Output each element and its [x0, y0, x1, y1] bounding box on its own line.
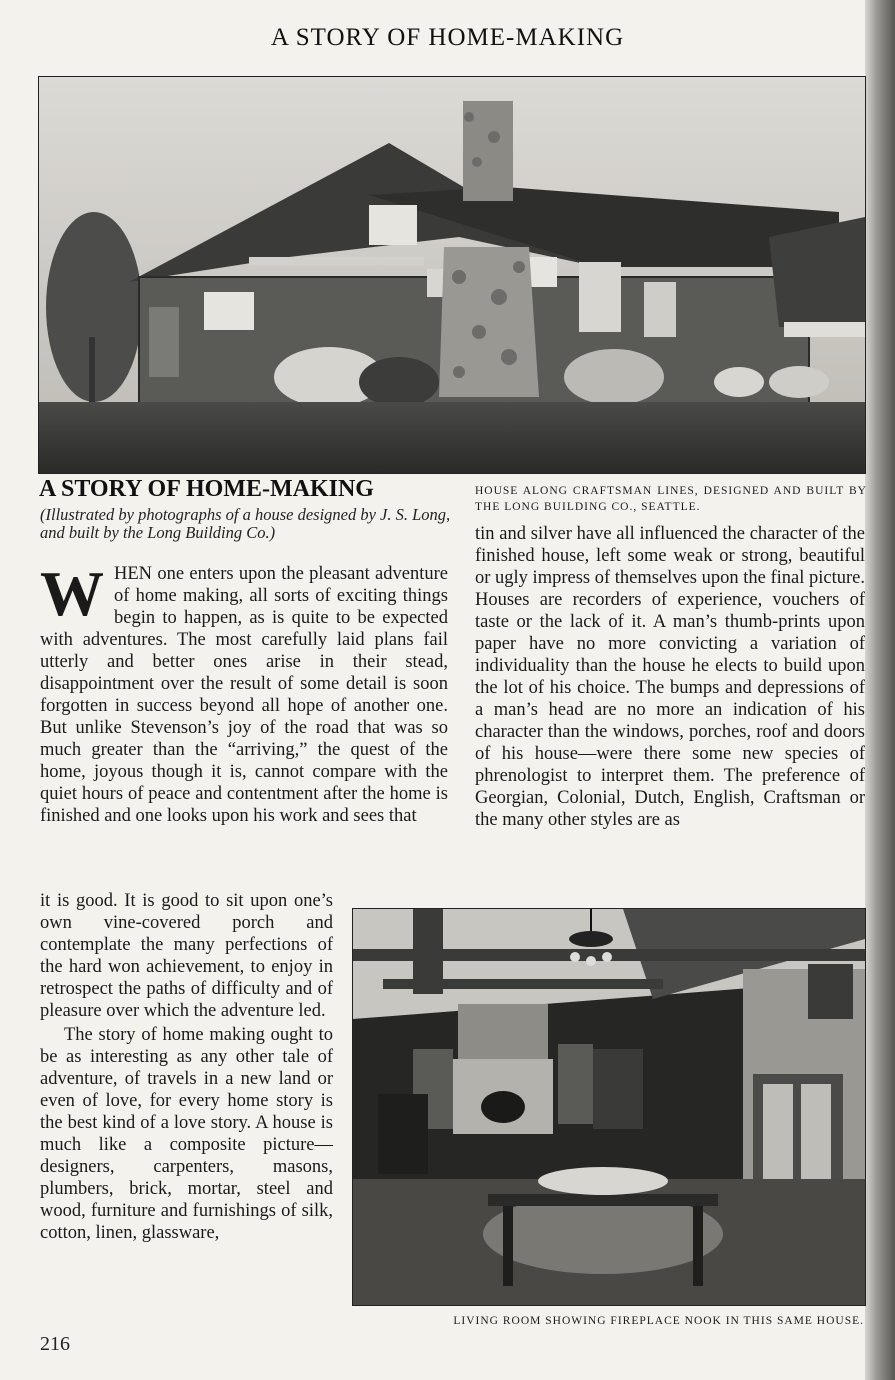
- exterior-caption: HOUSE ALONG CRAFTSMAN LINES, DESIGNED AND BUILT BY THE LONG BUILDING CO., SEATTLE.: [475, 485, 867, 513]
- running-head: A STORY OF HOME-MAKING: [270, 24, 625, 51]
- interior-photo-art: [353, 909, 865, 1305]
- right-column: tin and silver have all influenced the character of the finished house, left some weak or strong, beautiful or ugly impress of themselves upon the final picture. Houses are recorders of experience, vouchers of taste or the lack of it. A man’s thumb-prints upon paper have no more convicting a variation of individuality than the house he elects to build upon the lot of his choice. The bumps and depressions of a man’s head are no more an indication of his character than the windows, porches, roof and doors of his house—were there some new species of phrenologist to interpret them. The preference of Georgian, Colonial, Dutch, English, Craftsman or the many other styles are as: [475, 524, 865, 830]
- paragraph-2: The story of home making ought to be as interesting as any other tale of adventure, of travels in a new land or even of love, for every home story is the best kind of a love story. A house is much like a composite picture—designers, carpenters, masons, plumbers, brick, mortar, steel and wood, furniture and furnishings of silk, cotton, linen, glassware,: [40, 1025, 333, 1243]
- exterior-photo: [38, 76, 866, 474]
- page-edge-shadow: [865, 0, 895, 1380]
- interior-photo: [352, 908, 866, 1306]
- interior-caption: LIVING ROOM SHOWING FIREPLACE NOOK IN THIS SAME HOUSE.: [453, 1315, 864, 1327]
- exterior-photo-art: [39, 77, 865, 473]
- drop-cap: W: [40, 558, 104, 629]
- article-byline: (Illustrated by photographs of a house designed by J. S. Long, and built by the Long Building Co.): [40, 505, 451, 542]
- page-number: 216: [40, 1333, 70, 1355]
- left-column-bottom: [40, 890, 333, 1244]
- paragraph-1-lead: HEN one enters upon the pleasant adventure of home making, all sorts of exciting things begin to happen, as is quite to be expected with adventures. The most carefully laid plans fail utterly and better ones arise in their stead, disappointment over the result of some detail is soon forgotten in success beyond all hope of another one. But unlike Stevenson’s joy of the road that was so much greater than the “arriving,” the quest of the home, joyous though it is, cannot compare with the quiet hours of peace and contentment after the home is finished and one looks upon his work and sees that: [40, 564, 448, 826]
- article-title: A STORY OF HOME-MAKING: [39, 476, 374, 502]
- left-column-top: [40, 558, 448, 827]
- paragraph-1-tail: it is good. It is good to sit upon one’s own vine-covered porch and contemplate the many perfections of the hard won achievement, to enjoy in retrospect the paths of difficulty and of pleasure over which the adventure led.: [40, 891, 333, 1021]
